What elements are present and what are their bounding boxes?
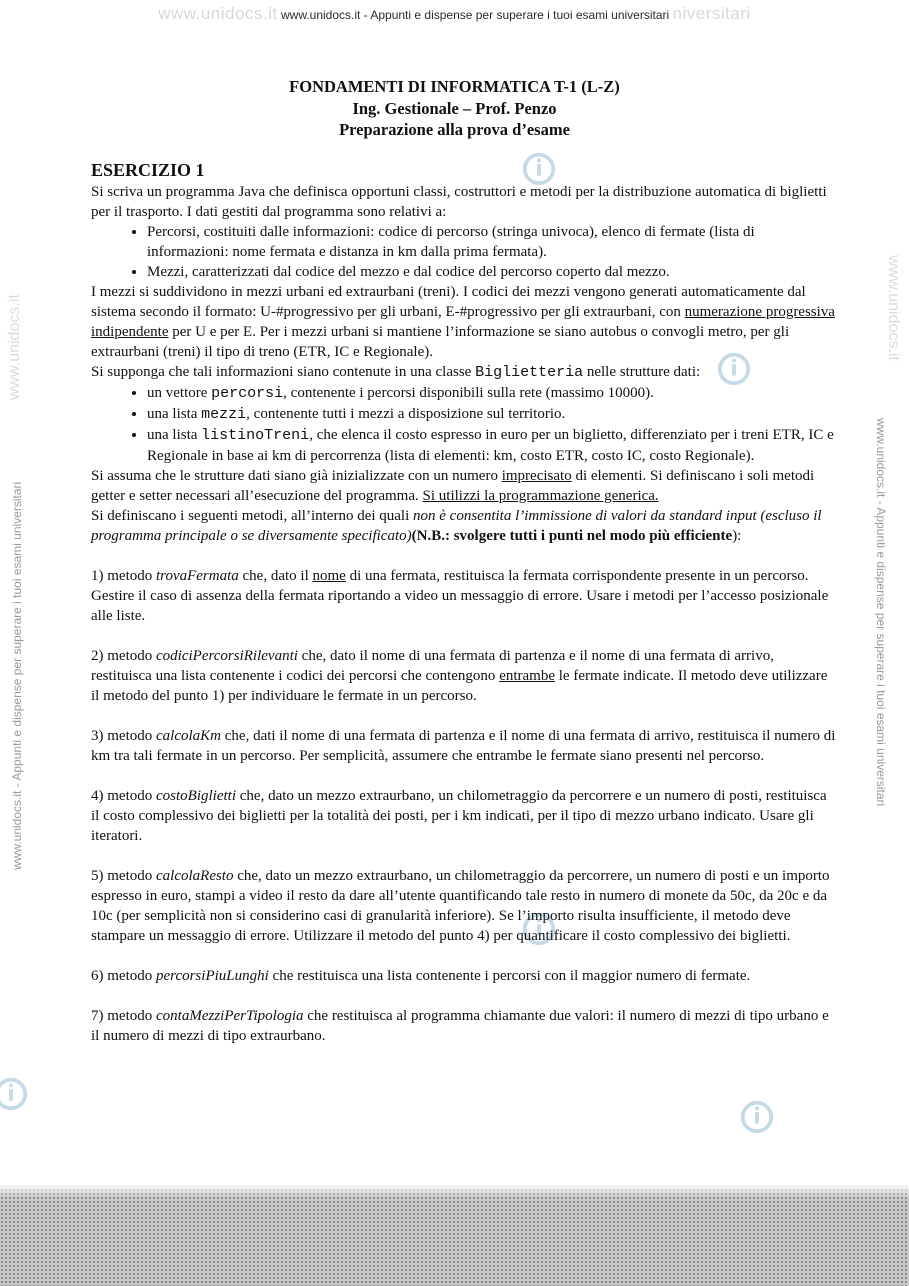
- watermark-right-ghost: www.unidocs.it: [885, 255, 902, 361]
- underlined-text: entrambe: [499, 668, 555, 684]
- bold-note: (N.B.: svolgere tutti i punti nel modo più efficiente: [411, 528, 733, 544]
- method-4: [91, 786, 837, 846]
- text-span: , contenente tutti i mezzi a disposizione sul territorio.: [246, 406, 566, 422]
- underlined-text: imprecisato: [501, 468, 572, 484]
- text-span: una lista: [147, 427, 202, 443]
- methods-intro-paragraph: [91, 506, 837, 546]
- text-span: Si definiscano i seguenti metodi, all’interno dei quali: [91, 508, 414, 524]
- method-name: trovaFermata: [156, 568, 239, 584]
- method-name: calcolaResto: [156, 868, 234, 884]
- text-span: per U e per E. Per i mezzi urbani si mantiene l’informazione se siano autobus o convogli metro, per gli extraurbani (treni) il tipo di treno (ETR, IC e Regionale).: [91, 324, 790, 360]
- text-span: , contenente i percorsi disponibili sulla rete (massimo 10000).: [283, 385, 654, 401]
- text-span: I mezzi si suddividono in mezzi urbani ed extraurbani (treni). I codici dei mezzi vengono generati automaticamente dal sistema secondo il formato: U-#progressivo per gli urbani, E-#progressivo per gli extraurbani, con: [91, 284, 806, 320]
- preview-cutoff-overlay: [0, 1184, 909, 1286]
- text-span: 4) metodo: [91, 788, 156, 804]
- watermark-left-ghost: www.unidocs.it: [6, 294, 23, 400]
- list-item: • Mezzi, caratterizzati dal codice del mezzo e dal codice del percorso coperto dal mezzo.: [147, 262, 837, 282]
- method-name: calcolaKm: [156, 728, 221, 744]
- text-span: le fermate indicate. Il metodo deve utilizzare il metodo del punto 1) per individuare le fermate in un percorso.: [91, 668, 828, 704]
- watermark-top-text: www.unidocs.it - Appunti e dispense per superare i tuoi esami universitari: [280, 8, 670, 22]
- method-7: [91, 1006, 837, 1046]
- watermark-ghost-right: niversitari: [672, 4, 751, 23]
- watermark-left: www.unidocs.it - Appunti e dispense per superare i tuoi esami universitari: [10, 481, 24, 870]
- method-2: [91, 646, 837, 706]
- text-span: una lista: [147, 406, 202, 422]
- method-name: costoBiglietti: [156, 788, 236, 804]
- method-6: [91, 966, 837, 986]
- italic-text: non è consentita l’immissione di valori da standard input (escluso il programma principale o se diversamente specificato): [91, 508, 822, 544]
- structures-bullet-list: [91, 383, 837, 466]
- list-item: [147, 404, 837, 425]
- text-span: Si supponga che tali informazioni siano contenute in una classe: [91, 364, 476, 380]
- underlined-text: Si utilizzi la programmazione generica.: [422, 488, 659, 504]
- text-span: , che elenca il costo espresso in euro per un biglietto, differenziato per i treni ETR, IC e Regionale in base ai km di percorrenza (lista di elementi: km, costo ETR, costo IC, costo Regionale).: [147, 427, 834, 464]
- structures-paragraph: [91, 362, 837, 383]
- code-text: percorsi: [211, 385, 284, 402]
- list-item: • Percorsi, costituiti dalle informazioni: codice di percorso (stringa univoca), elenco di fermate (lista di informazioni: nome fermata e distanza in km dalla prima fermata).: [147, 222, 837, 262]
- text-span: ):: [732, 528, 742, 544]
- method-name: codiciPercorsiRilevanti: [156, 648, 298, 664]
- method-5: [91, 866, 837, 946]
- method-name: percorsiPiuLunghi: [156, 968, 269, 984]
- course-title: FONDAMENTI DI INFORMATICA T-1 (L-Z): [289, 77, 620, 96]
- unidocs-logo-icon: [0, 1075, 30, 1113]
- text-span: Si assuma che le strutture dati siano già inizializzate con un numero: [91, 468, 502, 484]
- list-item: [147, 383, 837, 404]
- method-name: contaMezziPerTipologia: [156, 1008, 304, 1024]
- underlined-text: nome: [312, 568, 346, 584]
- vehicles-paragraph: [91, 282, 837, 362]
- text-span: che restituisca al programma chiamante due valori: il numero di mezzi di tipo urbano e il numero di mezzi di tipo extraurbano.: [91, 1008, 829, 1044]
- text-span: nelle strutture dati:: [583, 364, 701, 380]
- underlined-text: numerazione progressiva indipendente: [91, 304, 835, 340]
- text-span: 1) metodo: [91, 568, 156, 584]
- text-span: che, dati il nome di una fermata di partenza e il nome di una fermata di arrivo, restituisca il numero di km tra tali fermate in un percorso. Per semplicità, assumere che entrambe le fermate siano presenti nel percorso.: [91, 728, 836, 764]
- text-span: 7) metodo: [91, 1008, 156, 1024]
- intro-paragraph: Si scriva un programma Java che definisca opportuni classi, costruttori e metodi per la distribuzione automatica di biglietti per il trasporto. I dati gestiti dal programma sono relativi a:: [91, 184, 827, 220]
- text-span: che, dato un mezzo extraurbano, un chilometraggio da percorrere, un numero di posti e un importo espresso in euro, stampi a video il resto da dare all’utente quantificando tale resto in numero di monete da 50c, da 20c e da 10c (per semplicità non si considerino casi di granularità inferiore). Se l’importo risulta insufficiente, il metodo deve stampare un messaggio di errore. Utilizzare il metodo del punto 4) per quantificare il costo complessivo dei biglietti.: [91, 868, 830, 944]
- watermark-ghost-left: www.unidocs.it: [158, 4, 278, 23]
- exercise-body: [91, 158, 837, 1046]
- code-text: listinoTreni: [201, 427, 310, 444]
- text-span: di elementi. Si definiscano i soli metodi getter e setter necessari all’esecuzione del programma.: [91, 468, 815, 504]
- data-bullet-list: [91, 222, 837, 282]
- watermark-top: [0, 4, 909, 24]
- text-span: che, dato il: [238, 568, 313, 584]
- preview-cutoff-fade: [0, 1184, 909, 1198]
- assumptions-paragraph: [91, 466, 837, 506]
- text-span: di una fermata, restituisca la fermata corrispondente presente in un percorso. Gestire il caso di assenza della fermata riportando a video un messaggio di errore. Usare i metodi per l’accesso posizionale alle liste.: [91, 568, 829, 624]
- text-span: 6) metodo: [91, 968, 156, 984]
- code-text: Biglietteria: [475, 364, 584, 381]
- course-subtitle: Ing. Gestionale – Prof. Penzo: [352, 98, 557, 118]
- exercise-title: ESERCIZIO 1: [91, 160, 205, 180]
- document-header: [0, 76, 909, 141]
- watermark-right: www.unidocs.it - Appunti e dispense per superare i tuoi esami universitari: [874, 418, 888, 807]
- text-span: che restituisca una lista contenente i percorsi con il maggior numero di fermate.: [268, 968, 751, 984]
- method-1: [91, 566, 837, 626]
- list-item: [147, 425, 837, 466]
- code-text: mezzi: [201, 406, 247, 423]
- text-span: un vettore: [147, 385, 212, 401]
- text-span: che, dato un mezzo extraurbano, un chilometraggio da percorrere e un numero di posti, restituisca il costo complessivo dei biglietti per la totalità dei posti, per i km indicati, per il tipo di mezzo urbano indicato. Usare gli iteratori.: [91, 788, 827, 844]
- text-span: 2) metodo: [91, 648, 156, 664]
- method-3: [91, 726, 837, 766]
- text-span: 5) metodo: [91, 868, 156, 884]
- unidocs-logo-icon: [738, 1098, 776, 1136]
- exam-title: Preparazione alla prova d’esame: [339, 120, 570, 139]
- text-span: che, dato il nome di una fermata di partenza e il nome di una fermata di arrivo, restituisca una lista contenente i codici dei percorsi che contengono: [91, 648, 774, 684]
- text-span: 3) metodo: [91, 728, 156, 744]
